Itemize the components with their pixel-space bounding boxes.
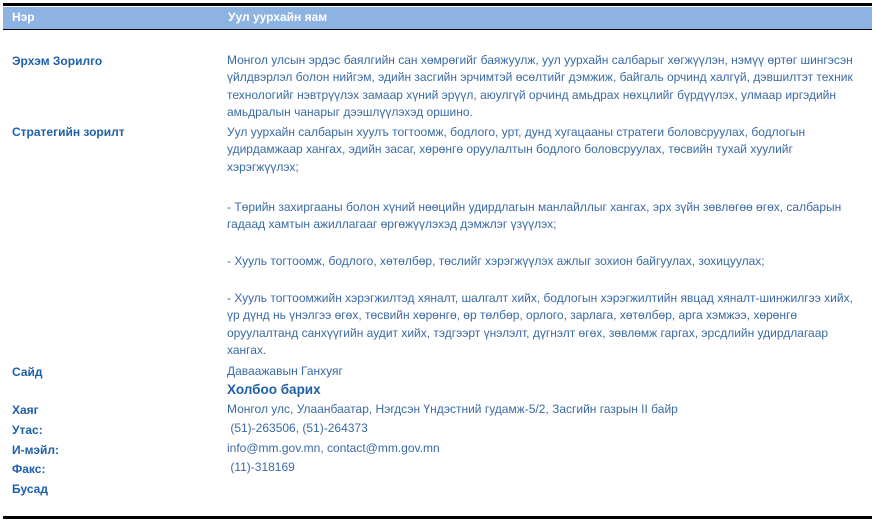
- address-label: Хаяг: [12, 403, 39, 417]
- mission-label: Эрхэм Зорилго: [12, 54, 103, 68]
- strategy-label: Стратегийн зорилт: [12, 125, 125, 139]
- strategy-paragraph-2: - Төрийн захиргааны болон хүний нөөцийн удирдлагын манлайллыг хангах, эрх зүйн зөвлөгөө өгөх, салбарын гадаад хамтын ажиллагааг өргөжүүлэхэд дэмжлэг үзүүлэх;: [227, 200, 842, 232]
- minister-name: Даваажавын Ганхуяг: [227, 364, 343, 378]
- minister-label: Сайд: [12, 365, 43, 379]
- strategy-paragraph-1: Уул уурхайн салбарын хуулъ тогтоомж, бодлого, урт, дунд хугацааны стратеги боловсруулах, бодлогын удирдамжаар хангах, эдийн засаг, хөрөнгө оруулалтын бодлого боловсруулах, төсвийн тухай хуулийг хэрэгжүүлэх;: [227, 125, 806, 174]
- strategy-paragraph-3: - Хууль тогтоомж, бодлого, хөтөлбөр, төслийг хэрэгжүүлэх ажлыг зохион байгуулах, зохицуулах;: [227, 254, 765, 268]
- address-value: Монгол улс, Улаанбаатар, Нэгдсэн Үндэстний гудамж-5/2, Засгийн газрын II байр: [227, 402, 678, 416]
- email-label: И-мэйл:: [12, 443, 59, 457]
- fax-label: Факс:: [12, 462, 46, 476]
- bottom-rule: [3, 516, 872, 519]
- header-bar: [3, 7, 872, 30]
- email-value: info@mm.gov.mn, contact@mm.gov.mn: [227, 441, 440, 455]
- other-label: Бусад: [12, 482, 48, 496]
- top-rule: [3, 3, 872, 6]
- mission-text: Монгол улсын эрдэс баялгийн сан хөмрөгийг баяжуулж, уул уурхайн салбарыг хөгжүүлэн, нэмүү өртөг шингэсэн үйлдвэрлэл болон нийгэм, эдийн засгийн эрчимтэй өсөлтийг дэмжиж, байгаль орчинд халгүй, дэвшилтэт техник технологийг нэвтрүүлэх замаар хүний эрүүл, аюулгүй орчинд амьдрах нөхцлийг бүрдүүлэх, улмаар иргэдийн амьдралын чанарыг дээшлүүлэхэд оршино.: [227, 53, 853, 119]
- contact-heading: Холбоо барих: [227, 382, 321, 397]
- fax-value: (11)-318169: [227, 460, 295, 474]
- phone-label: Утас:: [12, 423, 43, 437]
- strategy-paragraph-4: - Хууль тогтоомжийн хэрэгжилтэд хяналт, шалгалт хийх, бодлогын хэрэгжилтийн явцад хяналт-шинжилгээ хийх, үр дүнд нь үнэлгээ өгөх, төсвийн хөрөнгө, өр төлбөр, орлого, зарлага, хөтөлбөр, арга хэмжээ, хөрөнгө оруулалтанд санхүүгийн аудит хийх, тэдгээрт үнэлэлт, дүгнэлт өгөх, зөвлөмж гаргах, эрсдлийн удирдлагаар хангах.: [227, 291, 853, 357]
- header-name-column: Нэр: [12, 10, 35, 24]
- header-ministry-name: Уул уурхайн яам: [228, 10, 328, 24]
- phone-value: (51)-263506, (51)-264373: [227, 421, 368, 435]
